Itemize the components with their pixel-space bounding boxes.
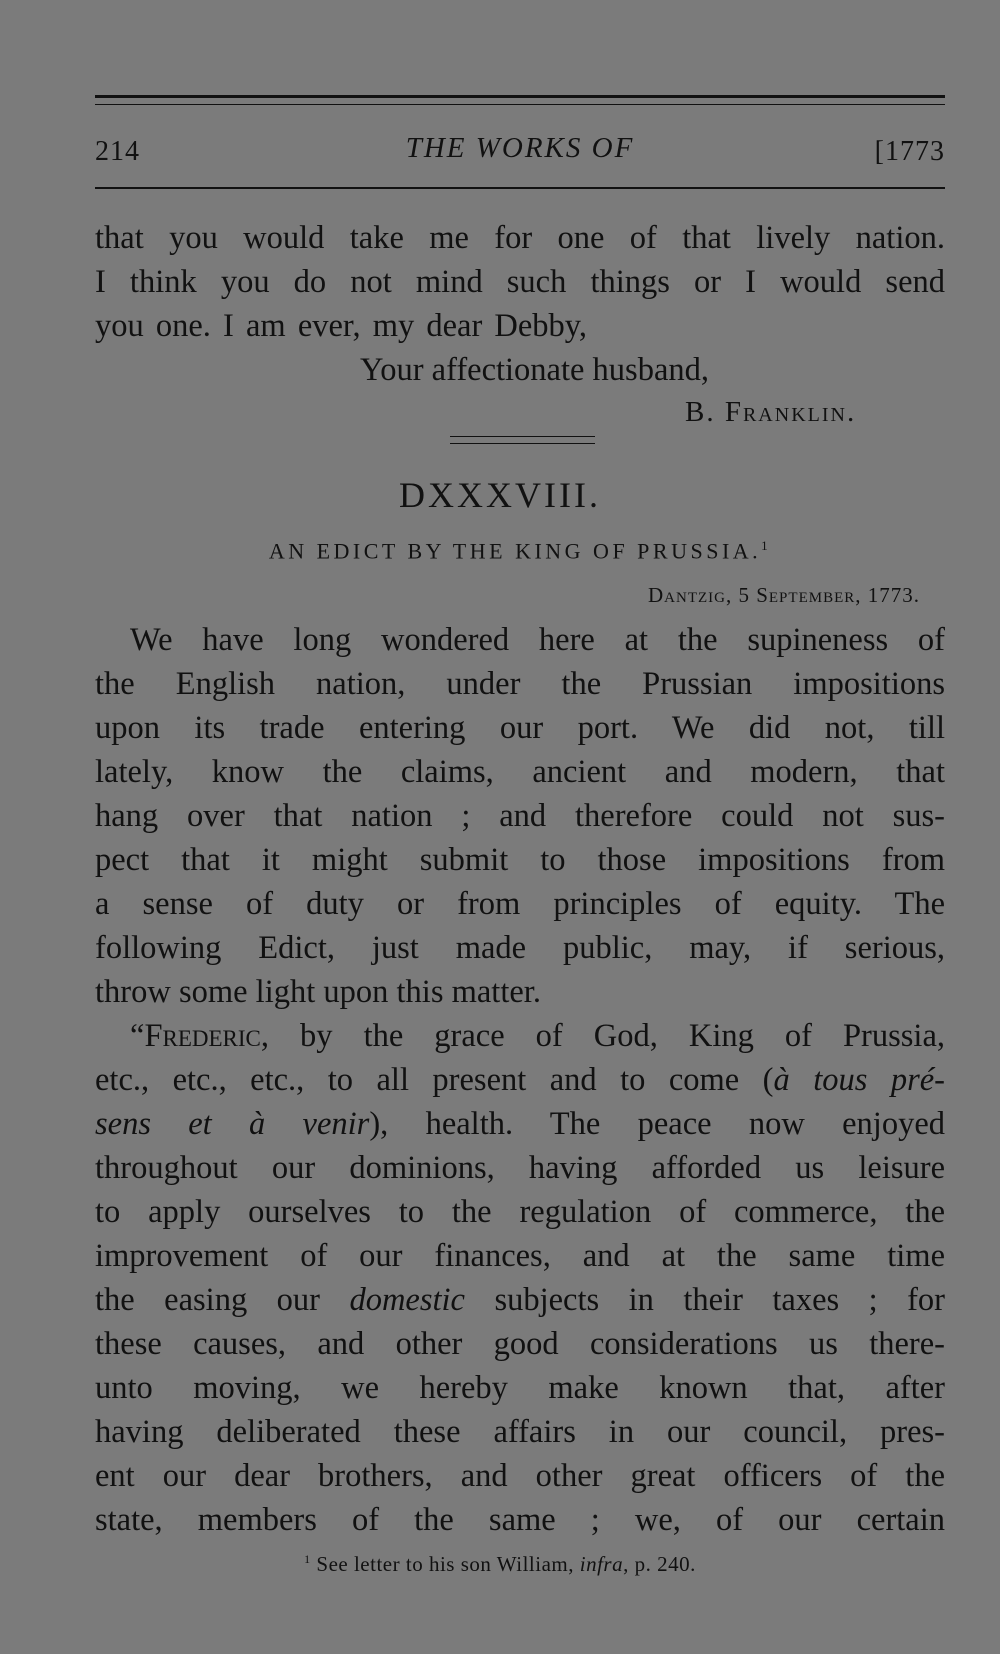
footnote-italic: infra bbox=[579, 1552, 624, 1576]
text-line: having deliberated these affairs in our council, pres- bbox=[95, 1414, 945, 1450]
header-rule bbox=[95, 187, 945, 189]
text-line bbox=[95, 1102, 945, 1146]
letter-closing: Your affectionate husband, bbox=[360, 352, 710, 388]
text-fragment: , by the grace of God, King of Prussia, bbox=[260, 1018, 945, 1054]
edict-paragraph bbox=[95, 1014, 945, 1542]
text-line: lately, know the claims, ancient and modern, that bbox=[95, 754, 945, 790]
text-line: state, members of the same ; we, of our certain bbox=[95, 1502, 945, 1538]
text-line: the English nation, under the Prussian impositions bbox=[95, 666, 945, 702]
text-line bbox=[95, 1058, 945, 1102]
section-separator bbox=[450, 443, 595, 444]
text-line: I think you do not mind such things or I would send bbox=[95, 264, 945, 300]
text-line: a sense of duty or from principles of equity. The bbox=[95, 886, 945, 922]
running-year: [1773 bbox=[874, 136, 945, 167]
footnote-marker: 1 bbox=[761, 538, 772, 553]
document-numeral: DXXXVIII. bbox=[399, 475, 601, 515]
text-fragment: the easing our bbox=[95, 1282, 350, 1318]
document-title-text: AN EDICT BY THE KING OF PRUSSIA. bbox=[268, 538, 762, 564]
text-fragment: etc., etc., etc., to all present and to come ( bbox=[95, 1062, 774, 1098]
dateline: Dantzig, 5 September, 1773. bbox=[647, 583, 920, 607]
text-line: hang over that nation ; and therefore could not sus- bbox=[95, 798, 945, 834]
text-line: We have long wondered here at the supineness of bbox=[130, 622, 945, 658]
letter-signature: B. Franklin. bbox=[685, 396, 857, 428]
top-rule-thick bbox=[95, 95, 945, 98]
footnote-number: 1 bbox=[304, 1552, 311, 1566]
italic-fragment: sens et à venir bbox=[95, 1106, 370, 1142]
document-title bbox=[0, 538, 1000, 564]
text-fragment: ), health. The peace now enjoyed bbox=[369, 1106, 945, 1142]
intro-paragraph bbox=[95, 618, 945, 1014]
footnote bbox=[0, 1552, 1000, 1577]
text-line: pect that it might submit to those impositions from bbox=[95, 842, 945, 878]
footnote-text-end: , p. 240. bbox=[623, 1552, 696, 1576]
text-line: throughout our dominions, having afforded us leisure bbox=[95, 1150, 945, 1186]
section-separator bbox=[450, 436, 595, 437]
text-line: you one. I am ever, my dear Debby, bbox=[95, 308, 588, 344]
running-head bbox=[95, 132, 945, 172]
top-rule-thin bbox=[95, 104, 945, 105]
open-quote: “ bbox=[130, 1018, 145, 1054]
text-line bbox=[95, 1278, 945, 1322]
letter-end-text bbox=[95, 216, 945, 348]
text-line: that you would take me for one of that lively nation. bbox=[95, 220, 945, 256]
text-line: these causes, and other good considerations us there- bbox=[95, 1326, 945, 1362]
footnote-text: See letter to his son William, bbox=[316, 1552, 580, 1576]
text-line: to apply ourselves to the regulation of commerce, the bbox=[95, 1194, 945, 1230]
text-line: ent our dear brothers, and other great officers of the bbox=[95, 1458, 945, 1494]
text-line: improvement of our finances, and at the same time bbox=[95, 1238, 945, 1274]
text-line: upon its trade entering our port. We did not, till bbox=[95, 710, 945, 746]
text-line bbox=[95, 1014, 945, 1058]
italic-fragment: domestic bbox=[349, 1282, 465, 1318]
text-line: unto moving, we hereby make known that, after bbox=[95, 1370, 945, 1406]
edict-name: Frederic bbox=[144, 1018, 261, 1054]
text-line: throw some light upon this matter. bbox=[95, 974, 541, 1010]
text-fragment: subjects in their taxes ; for bbox=[464, 1282, 945, 1318]
running-title: THE WORKS OF bbox=[405, 132, 635, 164]
text-line: following Edict, just made public, may, if serious, bbox=[95, 930, 945, 966]
page-number: 214 bbox=[95, 136, 140, 167]
italic-fragment: à tous pré- bbox=[773, 1062, 945, 1098]
